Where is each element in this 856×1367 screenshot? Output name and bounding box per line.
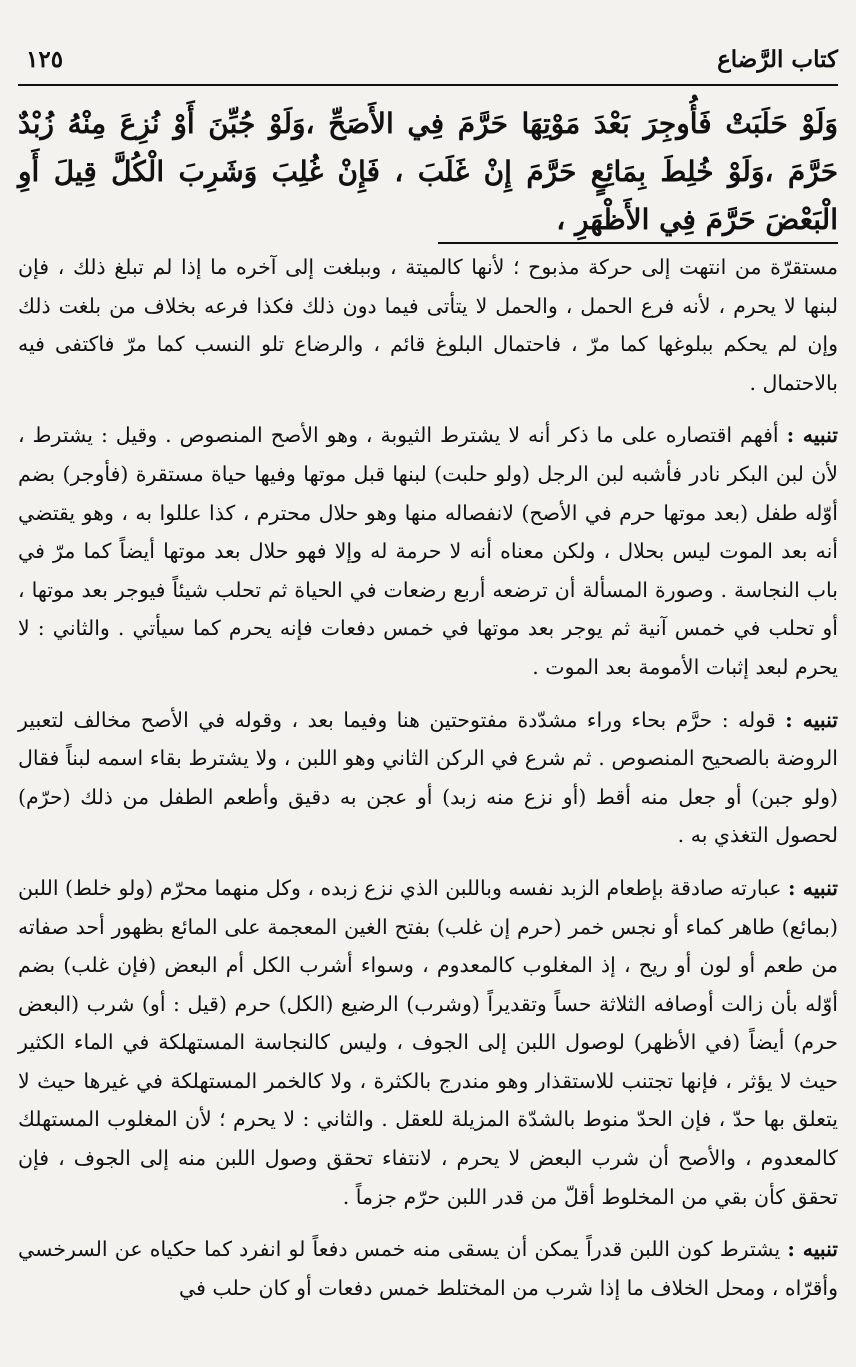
paragraph-text: يشترط كون اللبن قدراً يمكن أن يسقى منه خمس دفعاً لو انفرد كما حكياه عن السرخسي وأقرّاه ، ومحل الخلاف ما إذا شرب من المختلط خمس دفعات أو كان حلب في — [18, 1237, 838, 1300]
commentary-paragraph — [18, 869, 838, 1216]
paragraph-lead: تنبيه : — [786, 423, 838, 448]
paragraph-text: عبارته صادقة بإطعام الزبد نفسه وباللبن الذي نزع زبده ، وكل منهما محرّم (ولو خلط) اللبن (بمائع) طاهر كماء أو نجس خمر (حرم إن غلب) بفتح الغين المعجمة على المائع بظهور أحد صفاته من طعم أو لون أو ريح ، إذ المغلوب كالمعدوم ، وسواء أشرب الكل أم البعض (فإن غلب) بضم أوّله بأن زالت أوصافه الثلاثة حساً وتقديراً (وشرب) الرضيع (الكل) حرم (قيل : أو) شرب (البعض حرم) أيضاً (في الأظهر) لوصول اللبن إلى الجوف ، وليس كالنجاسة المستهلكة في الماء الكثير حيث لا يؤثر ، فإنها تجتنب للاستقذار وهو مندرج بالكثرة ، ولا كالخمر المستهلكة في غيرها حيث لا يتعلق بها حدّ ، فإن الحدّ منوط بالشدّة المزيلة للعقل . والثاني : لا يحرم ؛ لأن المغلوب المستهلك كالمعدوم ، والأصح أن شرب البعض لا يحرم ، لانتفاء تحقق وصول اللبن منه إلى الجوف ، فإن تحقق كأن بقي من المخلوط أقلّ من قدر اللبن حرّم جزماً . — [18, 875, 838, 1209]
paragraph-text: قوله : حرَّم بحاء وراء مشدّدة مفتوحتين هنا وفيما بعد ، وقوله في الأصح مخالف لتعبير الروضة بالصحيح المنصوص . ثم شرع في الركن الثاني وهو اللبن ، ولا يشترط بقاء اسمه لبناً فقال (ولو جبن) أو جعل منه أقط (أو نزع منه زبد) أو عجن به دقيق وأطعم الطفل من ذلك (حرّم) لحصول التغذي به . — [18, 707, 838, 848]
commentary-paragraph — [18, 1230, 838, 1307]
chapter-title: كتاب الرَّضاع — [717, 46, 838, 73]
page-number: ١٢٥ — [26, 46, 64, 73]
commentary-paragraph — [18, 248, 838, 402]
commentary-paragraph — [18, 416, 838, 686]
commentary — [18, 248, 838, 1315]
commentary-paragraph — [18, 701, 838, 855]
matn-separator — [438, 242, 838, 244]
header-rule — [18, 84, 838, 86]
matn-text: وَلَوْ حَلَبَتْ فَأُوجِرَ بَعْدَ مَوْتِهَا حَرَّمَ فِي الأَصَحِّ ،وَلَوْ جُبِّنَ أَوْ نُزِعَ مِنْهُ زُبْدٌ حَرَّمَ ،وَلَوْ خُلِطَ بِمَائِعٍ حَرَّمَ إِنْ غَلَبَ ، فَإِنْ غُلِبَ وَشَرِبَ الْكُلَّ قِيلَ أَوِ الْبَعْضَ حَرَّمَ فِي الأَظْهَرِ ، — [18, 107, 839, 236]
paragraph-text: مستقرّة من انتهت إلى حركة مذبوح ؛ لأنها كالميتة ، وببلغت إلى آخره ما إذا لم تبلغ ذلك ، فإن لبنها لا يحرم ، لأنه فرع الحمل ، والحمل لا يتأتى فيما دون ذلك فكذا فرعه بخلاف من بلغت ذلك وإن لم يحكم ببلوغها كما مرّ ، فاحتمال البلوغ قائم ، والرضاع تلو النسب كما مرّ فاكتفى فيه بالاحتمال . — [18, 255, 838, 395]
paragraph-lead: تنبيه : — [787, 1237, 838, 1262]
paragraph-lead: تنبيه : — [788, 875, 838, 900]
paragraph-lead: تنبيه : — [785, 707, 838, 732]
page-header — [18, 42, 838, 86]
paragraph-text: أفهم اقتصاره على ما ذكر أنه لا يشترط الثيوبة ، وهو الأصح المنصوص . وقيل : يشترط ، لأن لبن البكر نادر فأشبه لبن الرجل (ولو حلبت) لبنها قبل موتها وفيها حياة مستقرة (فأوجر) بضم أوّله طفل (بعد موتها حرم في الأصح) لانفصاله منها وهو حلال محترم ، كذا عللوا به ، وهو يقتضي أنه بعد الموت ليس بحلال ، ولكن معناه أنه لا حرمة له وإلا فهو حلال بعد موتها أيضاً كما مرّ في باب النجاسة . وصورة المسألة أن ترضعه أربع رضعات في الحياة ثم تحلب شيئاً فيوجر بعد موتها ، أو تحلب في خمس آنية ثم يوجر بعد موتها في خمس دفعات فإنه يحرم كما سيأتي . والثاني : لا يحرم لبعد إثبات الأمومة بعد الموت . — [18, 423, 838, 679]
